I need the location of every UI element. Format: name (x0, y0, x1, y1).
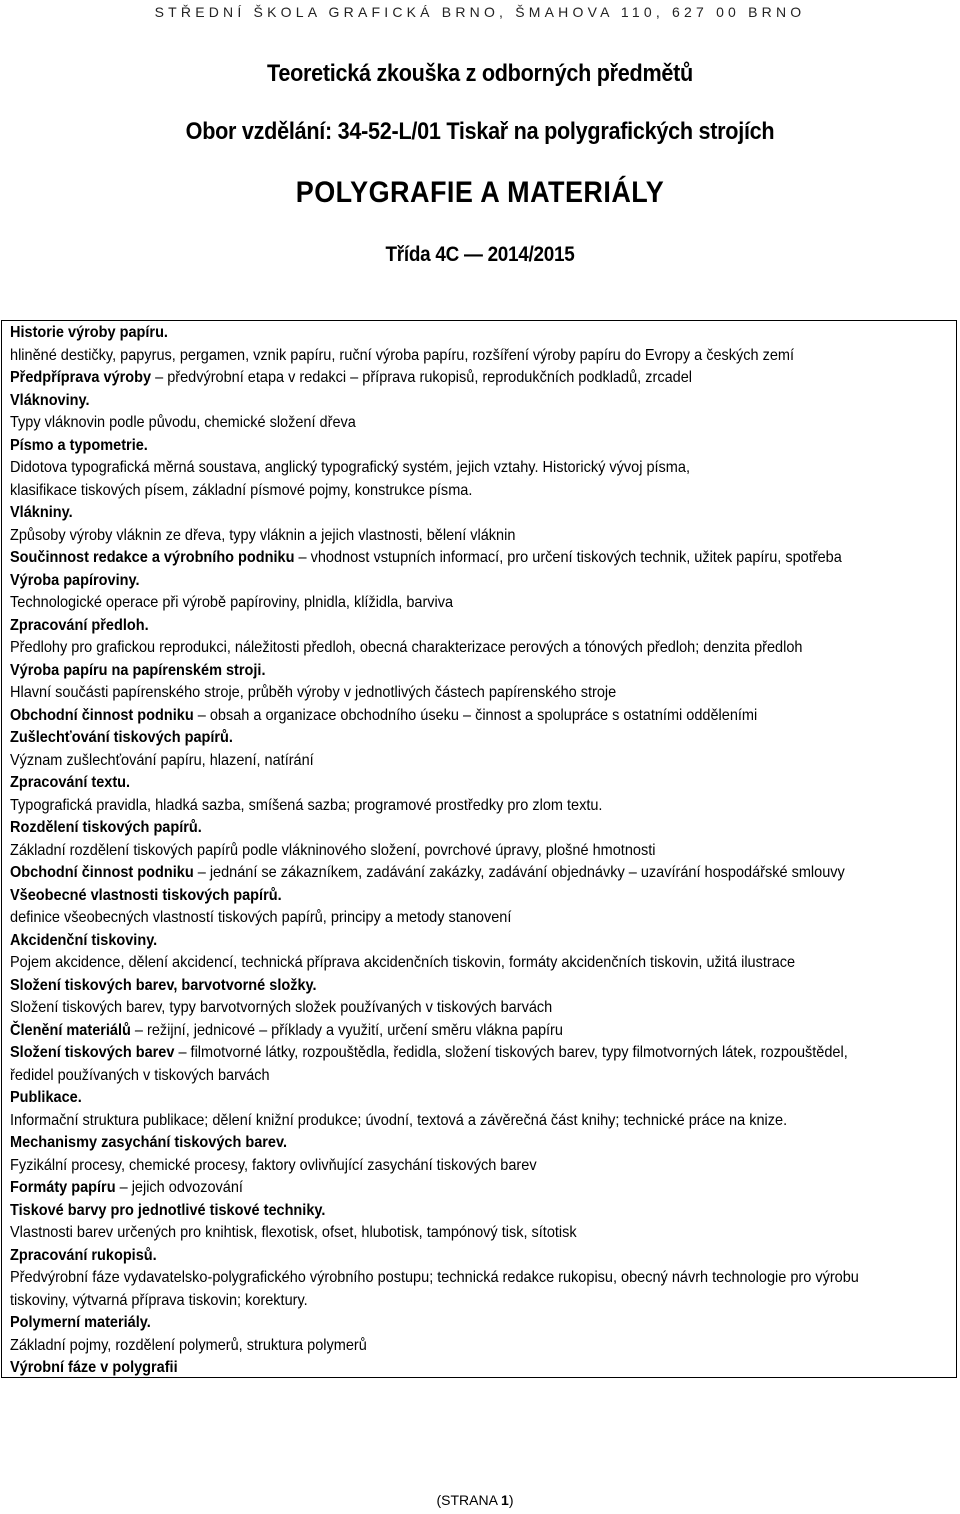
topic-line (10, 1222, 888, 1245)
topic-line (10, 795, 888, 818)
topic-line (10, 885, 888, 908)
topic-text: Význam zušlechťování papíru, hlazení, natírání (10, 751, 314, 769)
topic-line (10, 862, 888, 885)
topic-text: Pojem akcidence, dělení akcidencí, technická příprava akcidenčních tiskovin, formáty akcidenčních tiskovin, užitá ilustrace (10, 954, 796, 971)
topic-heading: Součinnost redakce a výrobního podniku (10, 549, 295, 566)
topic-line (10, 457, 888, 480)
topic-line (10, 660, 888, 683)
topic-text: Základní rozdělení tiskových papírů podle vlákninového složení, povrchové úpravy, plošné hmotnosti (10, 841, 656, 859)
topic-line (10, 390, 888, 413)
topic-heading: Obchodní činnost podniku (10, 864, 194, 881)
topic-text: – obsah a organizace obchodního úseku – činnost a spolupráce s ostatními odděleními (193, 706, 758, 724)
topic-text: Předvýrobní fáze vydavatelsko-polygrafického výrobního postupu; technická redakce rukopisu, obecný návrh technologie pro výrobu (10, 1269, 859, 1286)
subject-title: POLYGRAFIE A MATERIÁLY (295, 176, 665, 209)
topic-line (10, 817, 888, 840)
topics-box (1, 320, 957, 1378)
topic-line (10, 1065, 888, 1088)
exam-title: Teoretická zkouška z odborných předmětů (267, 60, 693, 87)
topic-line (10, 682, 888, 705)
topic-text: Didotova typografická měrná soustava, anglický typografický systém, jejich vztahy. Historický vývoj písma, (10, 459, 690, 476)
topic-heading: Výrobní fáze v polygrafii (10, 1359, 178, 1376)
topic-line (10, 750, 888, 773)
topic-heading: Složení tiskových barev, barvotvorné složky. (10, 976, 317, 994)
topic-line (10, 1312, 888, 1335)
topic-text: Složení tiskových barev, typy barvotvorných složek používaných v tiskových barvách (10, 999, 553, 1016)
topic-text: Fyzikální procesy, chemické procesy, faktory ovlivňující zasychání tiskových barev (10, 1156, 537, 1174)
topic-heading: Vláknoviny. (10, 391, 90, 409)
topic-line (10, 1087, 888, 1110)
topic-text: – režijní, jednicové – příklady a využití, určení směru vlákna papíru (130, 1021, 563, 1039)
topic-line (10, 1110, 888, 1133)
topic-line (10, 930, 888, 953)
topic-line (10, 907, 888, 930)
topic-heading: Výroba papíroviny. (10, 571, 140, 589)
topics-list (10, 322, 954, 1380)
topic-line (10, 840, 888, 863)
topic-heading: Publikace. (10, 1089, 82, 1106)
topic-heading: Zpracování předloh. (10, 616, 149, 634)
topic-text: Způsoby výroby vláknin ze dřeva, typy vláknin a jejich vlastnosti, bělení vláknin (10, 526, 516, 544)
topic-text: Vlastnosti barev určených pro knihtisk, flexotisk, ofset, hlubotisk, tampónový tisk, sítotisk (10, 1224, 577, 1241)
topic-heading: Všeobecné vlastnosti tiskových papírů. (10, 886, 282, 904)
topic-line (10, 345, 888, 368)
topic-line (10, 592, 888, 615)
topic-line (10, 1335, 888, 1358)
topic-line (10, 952, 888, 975)
topic-text: Předlohy pro grafickou reprodukci, náležitosti předloh, obecná charakterizace perových a tónových předloh; denzita předloh (10, 639, 803, 656)
topic-line (10, 975, 888, 998)
footer-suffix: ) (508, 1492, 514, 1508)
topic-heading: Zpracování rukopisů. (10, 1246, 157, 1264)
footer-prefix: (STRANA (436, 1492, 502, 1508)
topic-text: ředidel používaných v tiskových barvách (10, 1066, 270, 1084)
topic-line (10, 1200, 888, 1223)
topic-line (10, 367, 888, 390)
topic-heading: Mechanismy zasychání tiskových barev. (10, 1134, 288, 1151)
topic-heading: Polymerní materiály. (10, 1314, 151, 1331)
topic-heading: Zpracování textu. (10, 774, 131, 791)
topic-line (10, 322, 888, 345)
topic-heading: Písmo a typometrie. (10, 436, 148, 454)
topic-line (10, 1245, 888, 1268)
field-title: Obor vzdělání: 34-52-L/01 Tiskař na polygrafických strojích (185, 118, 775, 145)
topic-heading: Vlákniny. (10, 504, 73, 521)
topic-text: Hlavní součásti papírenského stroje, průběh výroby v jednotlivých částech papírenského stroje (10, 684, 617, 701)
topic-line (10, 1290, 888, 1313)
topic-heading: Obchodní činnost podniku (10, 706, 194, 724)
topic-text: Informační struktura publikace; dělení knižní produkce; úvodní, textová a závěrečná část knihy; technické práce na knize. (10, 1111, 788, 1129)
topic-text: – jednání se zákazníkem, zadávání zakázky, zadávání objednávky – uzavírání hospodářské smlouvy (193, 864, 845, 881)
topic-line (10, 615, 888, 638)
class-title: Třída 4C — 2014/2015 (385, 243, 575, 266)
topic-heading: Akcidenční tiskoviny. (10, 931, 158, 949)
topic-line (10, 705, 888, 728)
topic-line (10, 1132, 888, 1155)
topic-text: – předvýrobní etapa v redakci – příprava rukopisů, reprodukčních podkladů, zrcadel (151, 369, 692, 386)
topic-line (10, 727, 888, 750)
topic-line (10, 1357, 888, 1380)
topic-text: – vhodnost vstupních informací, pro určení tiskových technik, užitek papíru, spotřeba (294, 549, 842, 566)
topic-heading: Formáty papíru (10, 1179, 116, 1196)
school-header: STŘEDNÍ ŠKOLA GRAFICKÁ BRNO, ŠMAHOVA 110, 627 00 BRNO (154, 4, 806, 20)
topic-text: Technologické operace při výrobě papíroviny, plnidla, klížidla, barviva (10, 594, 454, 611)
topic-line (10, 1020, 888, 1043)
topic-line (10, 997, 888, 1020)
topic-heading: Členění materiálů (10, 1021, 131, 1039)
topic-line (10, 412, 888, 435)
topic-line (10, 1042, 888, 1065)
topic-text: – filmotvorné látky, rozpouštědla, ředidla, složení tiskových barev, typy filmotvorných látek, rozpouštědel, (174, 1044, 848, 1061)
topic-heading: Výroba papíru na papírenském stroji. (10, 661, 266, 679)
topic-line (10, 502, 888, 525)
topic-text: definice všeobecných vlastností tiskových papírů, principy a metody stanovení (10, 909, 512, 926)
topic-line (10, 772, 888, 795)
topic-line (10, 525, 888, 548)
page-footer (0, 1492, 950, 1508)
topic-text: Základní pojmy, rozdělení polymerů, struktura polymerů (10, 1336, 367, 1354)
topic-text: Typy vláknovin podle původu, chemické složení dřeva (10, 414, 356, 431)
topic-line (10, 435, 888, 458)
page-number: 1 (501, 1492, 509, 1508)
topic-line (10, 547, 888, 570)
topic-heading: Rozdělení tiskových papírů. (10, 819, 202, 836)
topic-heading: Tiskové barvy pro jednotlivé tiskové techniky. (10, 1201, 326, 1219)
topic-text: klasifikace tiskových písem, základní písmové pojmy, konstrukce písma. (10, 481, 473, 499)
topic-text: tiskoviny, výtvarná příprava tiskovin; korektury. (10, 1291, 308, 1309)
topic-text: Typografická pravidla, hladká sazba, smíšená sazba; programové prostředky pro zlom textu. (10, 796, 603, 814)
topic-heading: Zušlechťování tiskových papírů. (10, 729, 233, 746)
topic-line (10, 637, 888, 660)
topic-line (10, 1177, 888, 1200)
topic-text: – jejich odvozování (115, 1179, 243, 1196)
topic-line (10, 480, 888, 503)
topic-text: hliněné destičky, papyrus, pergamen, vznik papíru, ruční výroba papíru, rozšíření výroby papíru do Evropy a českých zemí (10, 346, 795, 364)
topic-heading: Předpříprava výroby (10, 369, 152, 386)
topic-line (10, 1267, 888, 1290)
topic-line (10, 1155, 888, 1178)
topic-heading: Historie výroby papíru. (10, 324, 168, 341)
topic-line (10, 570, 888, 593)
topic-heading: Složení tiskových barev (10, 1044, 175, 1061)
